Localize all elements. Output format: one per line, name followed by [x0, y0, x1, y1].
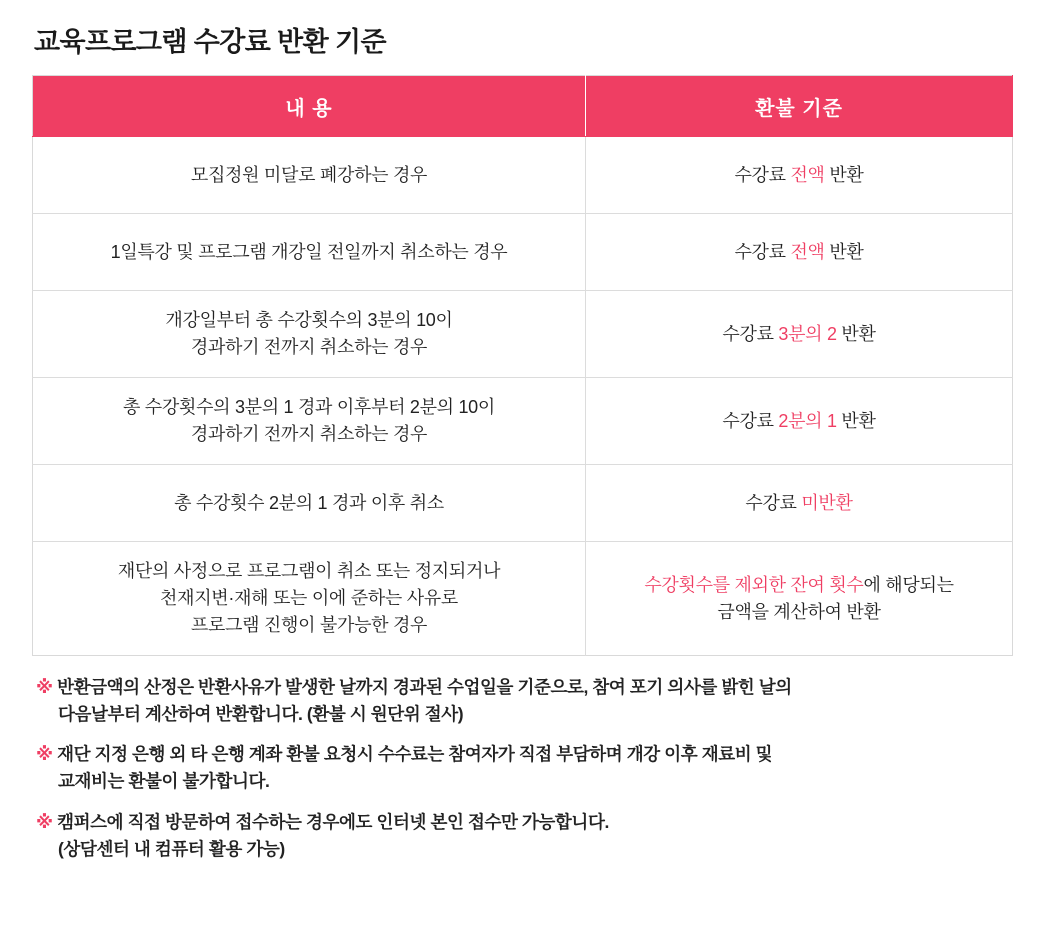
table-row [33, 378, 1013, 465]
column-header-rule: 환불 기준 [586, 76, 1013, 137]
rule-line [596, 239, 1002, 266]
content-line: 경과하기 전까지 취소하는 경우 [190, 337, 428, 357]
rule-suffix: 에 해당되는 [863, 574, 954, 595]
rule-line [596, 408, 1002, 435]
table-head [33, 76, 1013, 137]
note-line-1: 재단 지정 은행 외 타 은행 계좌 환불 요청시 수수료는 참여자가 직접 부담하며 개강 이후 재료비 및 [57, 744, 773, 765]
note-line-2: 다음날부터 계산하여 반환합니다. (환불 시 원단위 절사) [58, 704, 464, 725]
cell-content [33, 542, 586, 656]
content-line: 총 수강횟수 2분의 1 경과 이후 취소 [174, 492, 444, 513]
rule-highlight: 미반환 [801, 492, 853, 513]
rule-highlight: 전액 [790, 164, 825, 185]
refund-criteria-table [32, 75, 1013, 656]
table-body [33, 137, 1013, 656]
cell-rule [586, 465, 1013, 542]
content-line: 천재지변·재해 또는 이에 준하는 사유로 [160, 588, 458, 608]
cell-content [33, 465, 586, 542]
cell-content [33, 214, 586, 291]
note-item [36, 741, 1026, 795]
cell-rule [586, 378, 1013, 465]
note-line-2: 교재비는 환불이 불가합니다. [58, 771, 270, 792]
rule-prefix: 수강료 [734, 241, 791, 262]
rule-suffix: 반환 [836, 323, 876, 344]
rule-highlight: 전액 [790, 241, 825, 262]
cell-content [33, 378, 586, 465]
content-line: 1일특강 및 프로그램 개강일 전일까지 취소하는 경우 [110, 241, 508, 262]
rule-line [596, 162, 1002, 189]
note-line-2: (상담센터 내 컴퓨터 활용 가능) [58, 838, 285, 859]
rule-line [596, 490, 1002, 517]
rule-highlight: 2분의 1 [778, 410, 837, 431]
note-item [36, 809, 1026, 863]
rule-prefix: 수강료 [734, 164, 791, 185]
cell-rule [586, 542, 1013, 656]
content-line: 재단의 사정으로 프로그램이 취소 또는 정지되거나 [117, 561, 501, 581]
content-line: 경과하기 전까지 취소하는 경우 [190, 424, 428, 444]
table-row [33, 542, 1013, 656]
content-line: 모집정원 미달로 폐강하는 경우 [190, 164, 428, 185]
rule-highlight: 수강횟수를 제외한 잔여 횟수 [644, 574, 864, 595]
table-header-row [33, 76, 1013, 137]
rule-prefix: 수강료 [722, 410, 779, 431]
table-row [33, 137, 1013, 214]
cell-content [33, 137, 586, 214]
note-mark: ※ [36, 744, 53, 765]
table-row [33, 214, 1013, 291]
column-header-content: 내 용 [33, 76, 586, 137]
note-item [36, 674, 1026, 728]
rule-prefix: 수강료 [745, 492, 802, 513]
notes-list [36, 674, 1026, 863]
page-title: 교육프로그램 수강료 반환 기준 [34, 27, 386, 57]
rule-line: 금액을 계산하여 반환 [717, 601, 881, 622]
rule-highlight: 3분의 2 [778, 323, 837, 344]
note-mark: ※ [36, 811, 53, 832]
note-mark: ※ [36, 677, 53, 697]
note-line-1: 캠퍼스에 직접 방문하여 접수하는 경우에도 인터넷 본인 접수만 가능합니다. [57, 811, 609, 832]
cell-rule [586, 214, 1013, 291]
content-line: 개강일부터 총 수강횟수의 3분의 10이 [165, 310, 453, 330]
rule-suffix: 반환 [824, 164, 864, 185]
table-row [33, 465, 1013, 542]
rule-suffix: 반환 [824, 241, 864, 262]
cell-content [33, 291, 586, 378]
rule-suffix: 반환 [836, 410, 876, 431]
table-row [33, 291, 1013, 378]
content-line: 프로그램 진행이 불가능한 경우 [190, 615, 428, 635]
rule-prefix: 수강료 [722, 323, 779, 344]
rule-line [596, 321, 1002, 348]
cell-rule [586, 291, 1013, 378]
cell-rule [586, 137, 1013, 214]
note-line-1: 반환금액의 산정은 반환사유가 발생한 날까지 경과된 수업일을 기준으로, 참여 포기 의사를 밝힌 날의 [57, 677, 792, 697]
rule-line [596, 572, 1002, 599]
content-line: 총 수강횟수의 3분의 1 경과 이후부터 2분의 10이 [123, 397, 495, 417]
